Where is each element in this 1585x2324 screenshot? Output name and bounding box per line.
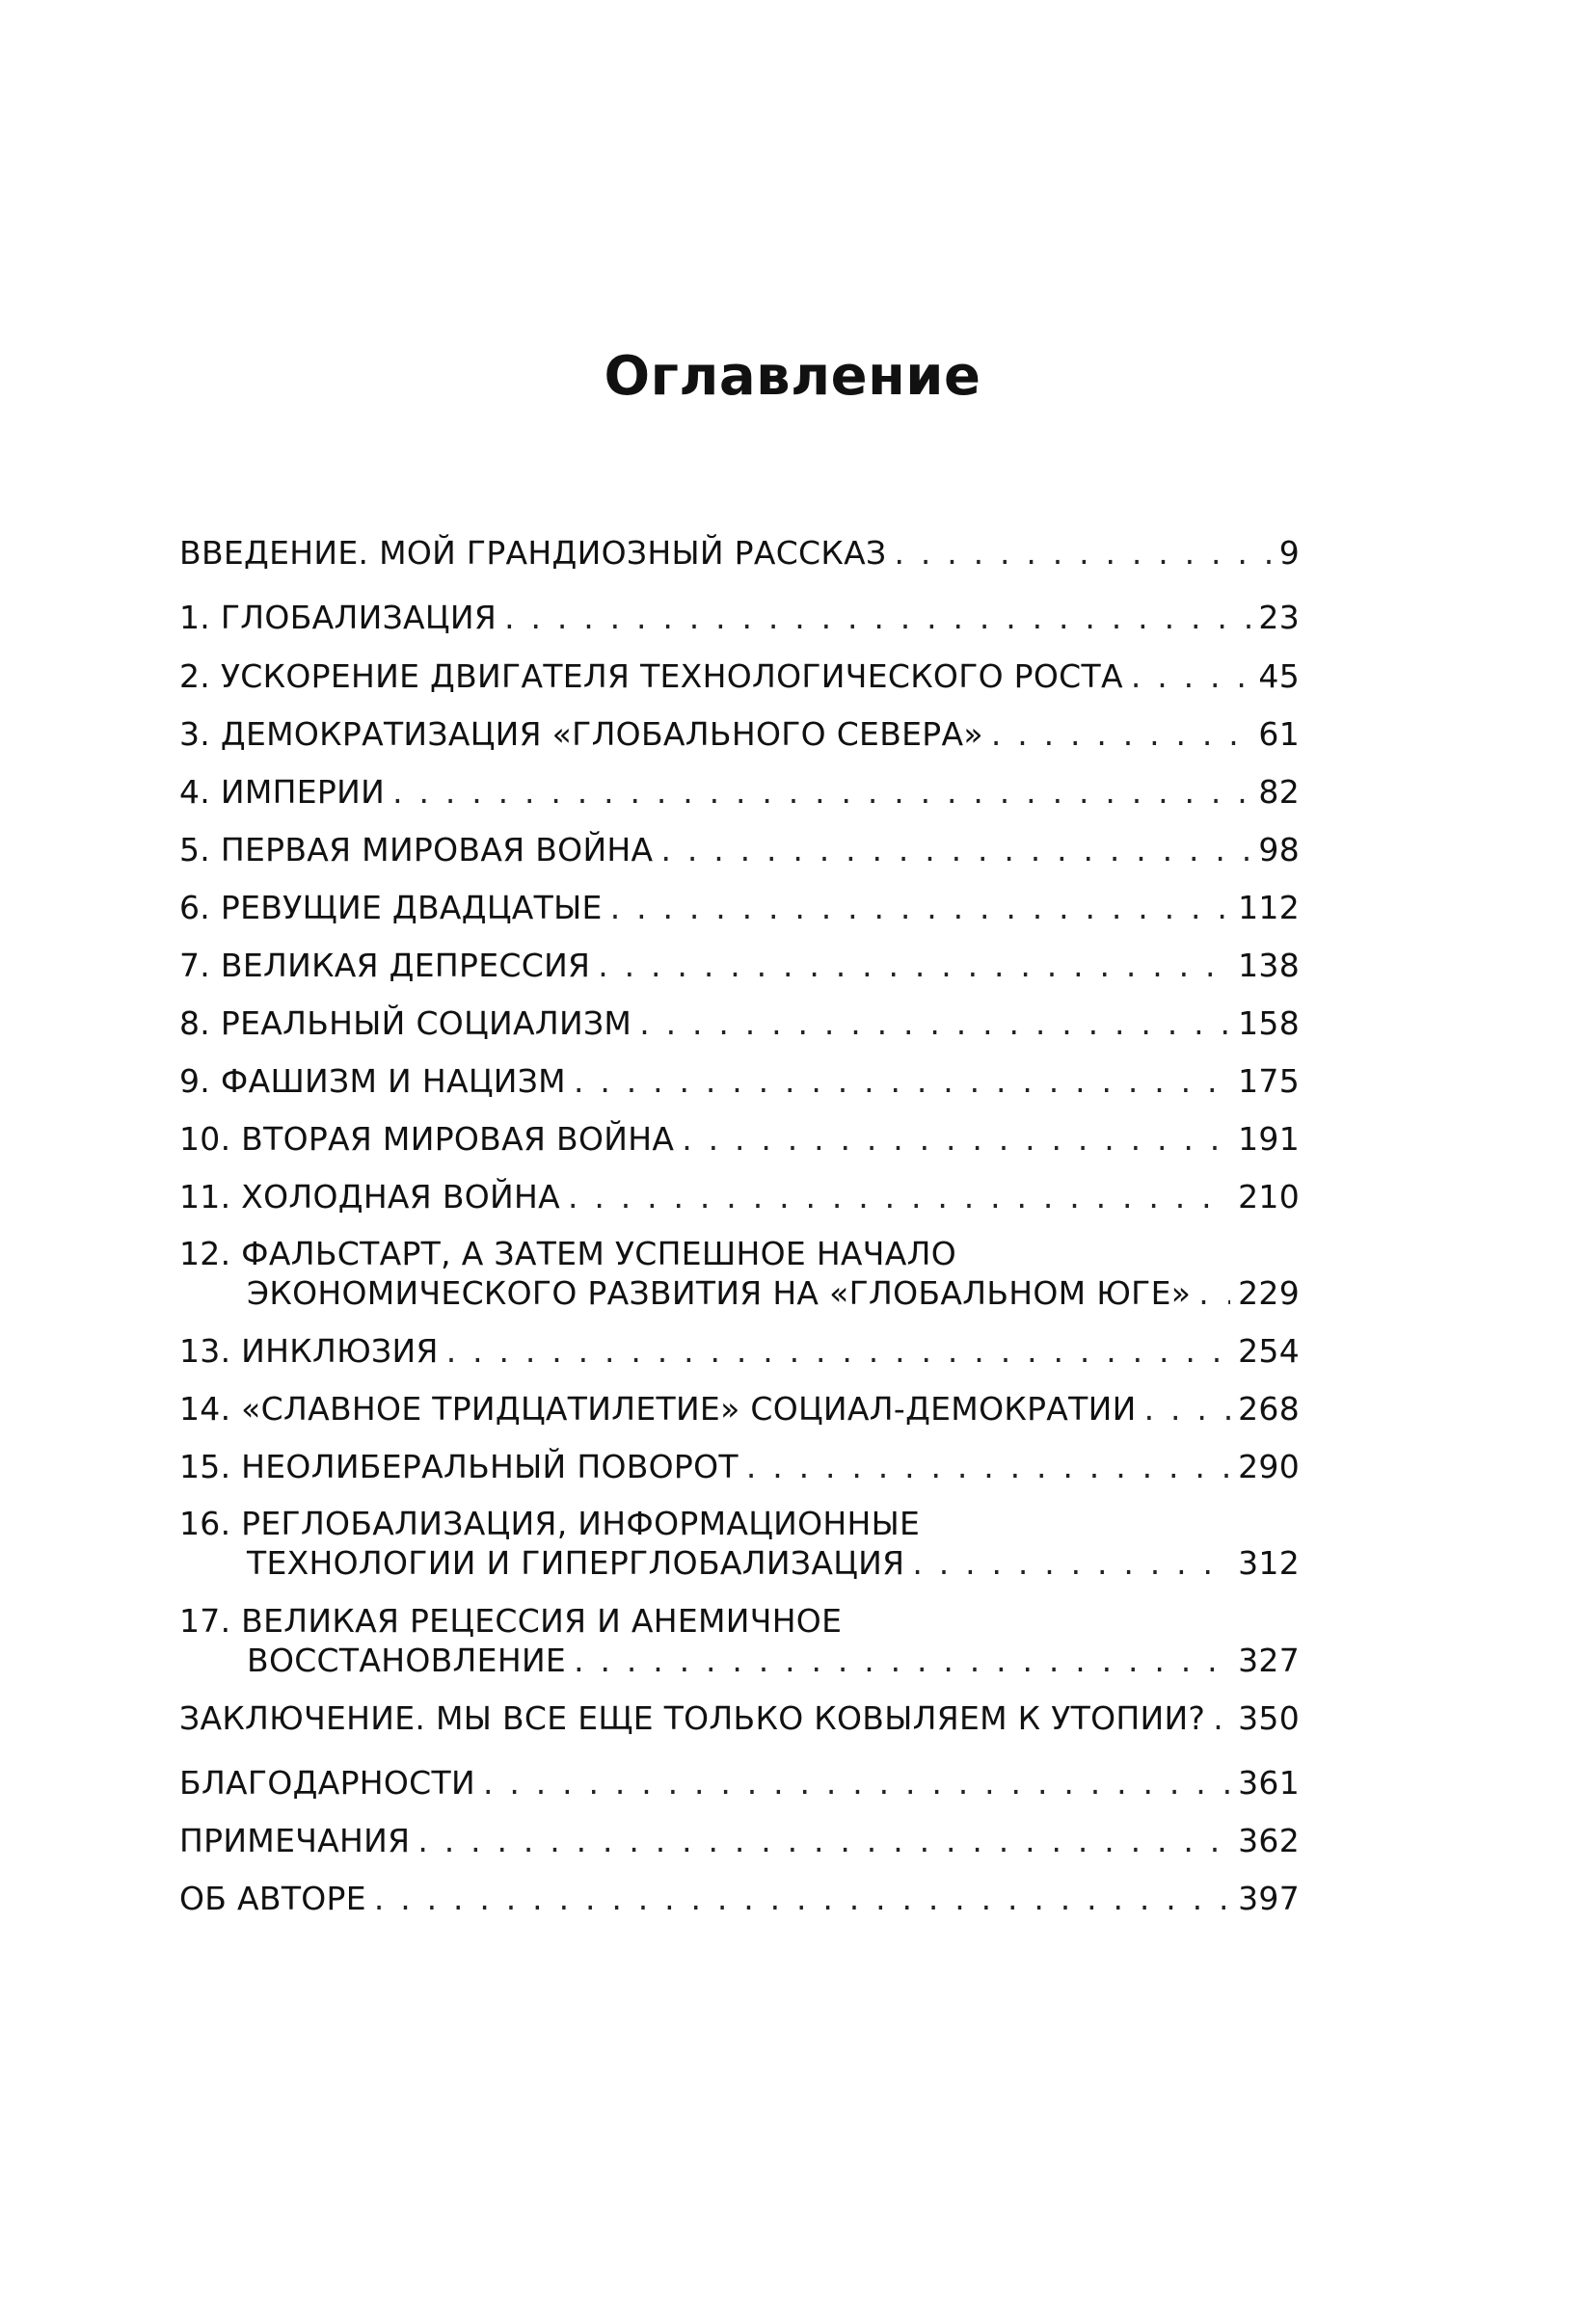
toc-entry-acknowledgements[interactable] (179, 1764, 1300, 1803)
toc-page-number: 312 (1238, 1544, 1300, 1582)
dot-leader (1131, 657, 1251, 696)
toc-entry-label: 1. ГЛОБАЛИЗАЦИЯ (179, 599, 497, 636)
toc-entry-chapter-3[interactable] (179, 715, 1300, 754)
toc-entry-chapter-7[interactable] (179, 947, 1300, 985)
page-title: Оглавление (604, 345, 981, 408)
toc-entry-label: ВВЕДЕНИЕ. МОЙ ГРАНДИОЗНЫЙ РАССКАЗ (179, 534, 887, 572)
dot-leader (374, 1880, 1230, 1918)
dot-leader (574, 1642, 1230, 1680)
toc-entry-label: 13. ИНКЛЮЗИЯ (179, 1332, 439, 1370)
toc-entry-label: 8. РЕАЛЬНЫЙ СОЦИАЛИЗМ (179, 1004, 632, 1042)
toc-entry-label: 9. ФАШИЗМ И НАЦИЗМ (179, 1062, 566, 1100)
toc-page-number: 350 (1238, 1699, 1300, 1737)
toc-entry-chapter-11[interactable] (179, 1178, 1300, 1216)
toc-entry-chapter-12-line-1[interactable]: 12. ФАЛЬСТАРТ, А ЗАТЕМ УСПЕШНОЕ НАЧАЛО (179, 1235, 956, 1272)
dot-leader (574, 1062, 1230, 1101)
dot-leader (894, 534, 1271, 573)
dot-leader (1144, 1390, 1231, 1429)
toc-entry-notes[interactable] (179, 1822, 1300, 1860)
toc-entry-conclusion[interactable] (179, 1699, 1300, 1738)
toc-entry-label: ОБ АВТОРЕ (179, 1880, 366, 1917)
toc-page-number: 210 (1238, 1178, 1300, 1215)
dot-leader (610, 889, 1230, 927)
toc-entry-label: 7. ВЕЛИКАЯ ДЕПРЕССИЯ (179, 947, 591, 984)
toc-entry-chapter-4[interactable] (179, 773, 1300, 812)
toc-entry-label: ВОССТАНОВЛЕНИЕ (247, 1642, 567, 1679)
toc-page-number: 61 (1258, 715, 1300, 753)
toc-entry-label: 11. ХОЛОДНАЯ ВОЙНА (179, 1178, 561, 1215)
dot-leader (417, 1822, 1230, 1860)
toc-page-number: 268 (1238, 1390, 1300, 1428)
dot-leader (991, 715, 1251, 754)
toc-entry-chapter-16-line-1[interactable]: 16. РЕГЛОБАЛИЗАЦИЯ, ИНФОРМАЦИОННЫЕ (179, 1505, 921, 1542)
toc-entry-chapter-5[interactable] (179, 831, 1300, 869)
dot-leader (446, 1332, 1230, 1371)
toc-entry-label: БЛАГОДАРНОСТИ (179, 1764, 475, 1802)
toc-page-number: 82 (1258, 773, 1300, 811)
dot-leader (483, 1764, 1230, 1803)
toc-entry-label: 6. РЕВУЩИЕ ДВАДЦАТЫЕ (179, 889, 603, 926)
toc-entry-chapter-8[interactable] (179, 1004, 1300, 1043)
toc-entry-chapter-2[interactable] (179, 657, 1300, 696)
toc-page-number: 397 (1238, 1880, 1300, 1917)
dot-leader (912, 1544, 1230, 1583)
toc-page-number: 362 (1238, 1822, 1300, 1859)
toc-entry-chapter-6[interactable] (179, 889, 1300, 927)
dot-leader (598, 947, 1230, 985)
toc-entry-label: 3. ДЕМОКРАТИЗАЦИЯ «ГЛОБАЛЬНОГО СЕВЕРА» (179, 715, 983, 753)
toc-entry-chapter-17-line-1[interactable]: 17. ВЕЛИКАЯ РЕЦЕССИЯ И АНЕМИЧНОЕ (179, 1602, 843, 1640)
dot-leader (392, 773, 1250, 812)
toc-page-number: 138 (1238, 947, 1300, 984)
toc-page-number: 327 (1238, 1642, 1300, 1679)
toc-entry-label: 4. ИМПЕРИИ (179, 773, 386, 811)
table-of-contents (179, 0, 1300, 2324)
toc-entry-chapter-9[interactable] (179, 1062, 1300, 1101)
dot-leader (504, 599, 1250, 637)
toc-entry-chapter-13[interactable] (179, 1332, 1300, 1371)
toc-entry-label: ЭКОНОМИЧЕСКОГО РАЗВИТИЯ НА «ГЛОБАЛЬНОМ ЮГЕ» (247, 1274, 1192, 1312)
dot-leader (639, 1004, 1230, 1043)
toc-page-number: 290 (1238, 1448, 1300, 1485)
toc-page-number: 112 (1238, 889, 1300, 926)
toc-page-number: 158 (1238, 1004, 1300, 1042)
toc-entry-label: 5. ПЕРВАЯ МИРОВАЯ ВОЙНА (179, 831, 654, 868)
dot-leader (746, 1448, 1230, 1486)
toc-entry-chapter-10[interactable] (179, 1120, 1300, 1159)
toc-page-number: 23 (1258, 599, 1300, 636)
toc-entry-chapter-17[interactable] (247, 1642, 1300, 1680)
toc-entry-label: ПРИМЕЧАНИЯ (179, 1822, 411, 1859)
dot-leader (1213, 1699, 1230, 1738)
toc-entry-chapter-14[interactable] (179, 1390, 1300, 1429)
toc-page-number: 229 (1238, 1274, 1300, 1312)
toc-entry-label: 15. НЕОЛИБЕРАЛЬНЫЙ ПОВОРОТ (179, 1448, 739, 1485)
toc-entry-chapter-1[interactable] (179, 599, 1300, 637)
toc-entry-chapter-15[interactable] (179, 1448, 1300, 1486)
toc-entry-chapter-12[interactable] (247, 1274, 1300, 1313)
toc-entry-about-author[interactable] (179, 1880, 1300, 1918)
toc-entry-label: 10. ВТОРАЯ МИРОВАЯ ВОЙНА (179, 1120, 675, 1158)
toc-entry-label: 2. УСКОРЕНИЕ ДВИГАТЕЛЯ ТЕХНОЛОГИЧЕСКОГО РОСТА (179, 657, 1123, 695)
toc-entry-label: ТЕХНОЛОГИИ И ГИПЕРГЛОБАЛИЗАЦИЯ (247, 1544, 905, 1582)
toc-entry-label: ЗАКЛЮЧЕНИЕ. МЫ ВСЕ ЕЩЕ ТОЛЬКО КОВЫЛЯЕМ К УТОПИИ? (179, 1699, 1206, 1737)
toc-entry-label: 14. «СЛАВНОЕ ТРИДЦАТИЛЕТИЕ» СОЦИАЛ-ДЕМОКРАТИИ (179, 1390, 1137, 1428)
dot-leader (660, 831, 1250, 869)
toc-page-number: 361 (1238, 1764, 1300, 1802)
toc-page-number: 9 (1278, 534, 1300, 572)
toc-page-number: 175 (1238, 1062, 1300, 1100)
toc-page-number: 98 (1258, 831, 1300, 868)
dot-leader (1198, 1274, 1230, 1313)
toc-page-number: 191 (1238, 1120, 1300, 1158)
toc-entry-introduction[interactable] (179, 534, 1300, 573)
dot-leader (682, 1120, 1230, 1159)
toc-entry-chapter-16[interactable] (247, 1544, 1300, 1583)
toc-page-number: 45 (1258, 657, 1300, 695)
toc-page-number: 254 (1238, 1332, 1300, 1370)
dot-leader (568, 1178, 1230, 1216)
